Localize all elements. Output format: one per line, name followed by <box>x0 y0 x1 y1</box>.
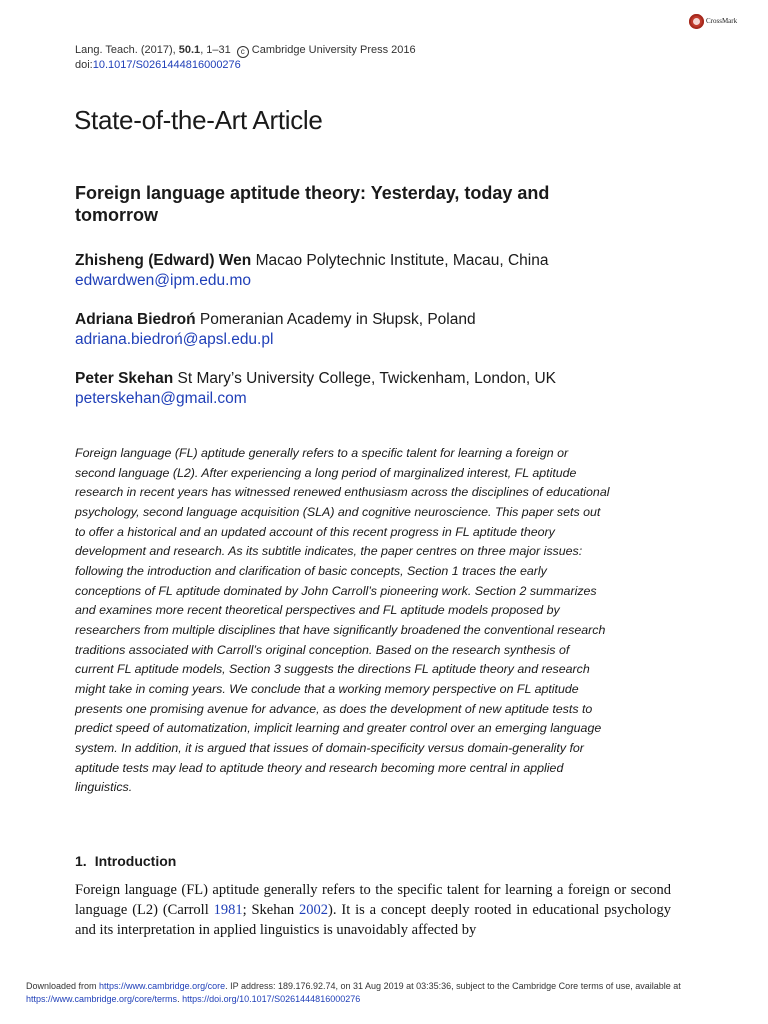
footer-text: . IP address: 189.176.92.74, on 31 Aug 2019 at 03:35:36, subject to the Cambridge Core terms of use, available at <box>225 981 681 991</box>
doi-link[interactable]: 10.1017/S0261444816000276 <box>92 59 241 71</box>
footer-text: Downloaded from <box>26 981 100 991</box>
body-text: Foreign language (FL) aptitude generally refers to the specific talent for learning a foreign or second language (L2) (Carroll <box>75 882 671 918</box>
author-name: Zhisheng (Edward) Wen <box>75 252 252 269</box>
doi-line <box>75 57 241 73</box>
crossmark-label: CrossMark <box>706 17 738 25</box>
crossmark-badge[interactable] <box>689 13 737 29</box>
author-affiliation: Pomeranian Academy in Słupsk, Poland <box>199 311 476 328</box>
doi-label: doi: <box>75 59 93 71</box>
article-title: Foreign language aptitude theory: Yesterday, today and tomorrow <box>75 183 550 225</box>
volume-issue: 50.1 <box>178 44 201 56</box>
copyright-icon: c <box>237 46 249 58</box>
body-text: ). It is a concept deeply rooted in educational psychology and its interpretation in applied linguistics is unavoidably affected by <box>75 902 671 938</box>
section-number: 1. <box>75 853 87 869</box>
citation-link[interactable]: 1981 <box>213 902 243 918</box>
author-affiliation: St Mary’s University College, Twickenham, London, UK <box>177 370 557 387</box>
author-email-link[interactable]: adriana.biedroń@apsl.edu.pl <box>75 331 274 348</box>
article-type: State-of-the-Art Article <box>74 105 323 135</box>
abstract: Foreign language (FL) aptitude generally refers to a specific talent for learning a foreign or second language (L2). After experiencing a long period of marginalized interest, FL aptitude research in recent years has witnessed renewed enthusiasm across the disciplines of educational psychology, second language acquisition (SLA) and cognitive neuroscience. This paper sets out to offer a historical and an updated account of this recent progress in FL aptitude theory development and research. As its subtitle indicates, the paper centres on three major issues: following the introduction and clarification of basic concepts, Section 1 traces the early conceptions of FL aptitude dominated by John Carroll’s pioneering work. Section 2 summarizes and examines more recent theoretical perspectives and FL aptitude models proposed by researchers from multiple disciplines that have significantly broadened the conventional research traditions associated with Carroll’s original conception. Based on the research synthesis of current FL aptitude models, Section 3 suggests the directions FL aptitude theory and research might take in coming years. We conclude that a working memory perspective on FL aptitude presents one promising avenue for advance, as does the development of new aptitude tests to predict speed of automatization, implicit learning and greater control over an emerging language system. In addition, it is argued that issues of domain-specificity versus domain-generality for aptitude tests may lead to aptitude theory and research becoming more central in applied linguistics. <box>75 446 610 795</box>
crossmark-icon <box>689 14 704 29</box>
section-title: Introduction <box>94 853 177 869</box>
author-name: Adriana Biedroń <box>75 311 196 328</box>
journal-ref: Lang. Teach. (2017), <box>75 44 179 56</box>
publisher: Cambridge University Press 2016 <box>251 44 416 56</box>
author-email-link[interactable]: edwardwen@ipm.edu.mo <box>75 272 251 289</box>
footer-doi-link[interactable]: https://doi.org/10.1017/S0261444816000276 <box>182 994 361 1004</box>
author-block <box>75 251 549 290</box>
download-footer <box>26 980 751 1006</box>
body-text: ; Skehan <box>242 902 300 918</box>
author-block <box>75 310 476 349</box>
section-heading <box>75 853 176 869</box>
cambridge-core-link[interactable]: https://www.cambridge.org/core <box>99 981 226 991</box>
author-email-link[interactable]: peterskehan@gmail.com <box>75 390 247 407</box>
author-affiliation: Macao Polytechnic Institute, Macau, China <box>255 252 549 269</box>
author-block <box>75 369 556 408</box>
footer-text: . <box>177 994 183 1004</box>
page-range: , 1–31 <box>200 44 231 56</box>
citation-link[interactable]: 2002 <box>299 902 329 918</box>
terms-link[interactable]: https://www.cambridge.org/core/terms <box>26 994 178 1004</box>
body-paragraph <box>75 880 671 940</box>
author-name: Peter Skehan <box>75 370 174 387</box>
journal-citation <box>75 42 416 58</box>
